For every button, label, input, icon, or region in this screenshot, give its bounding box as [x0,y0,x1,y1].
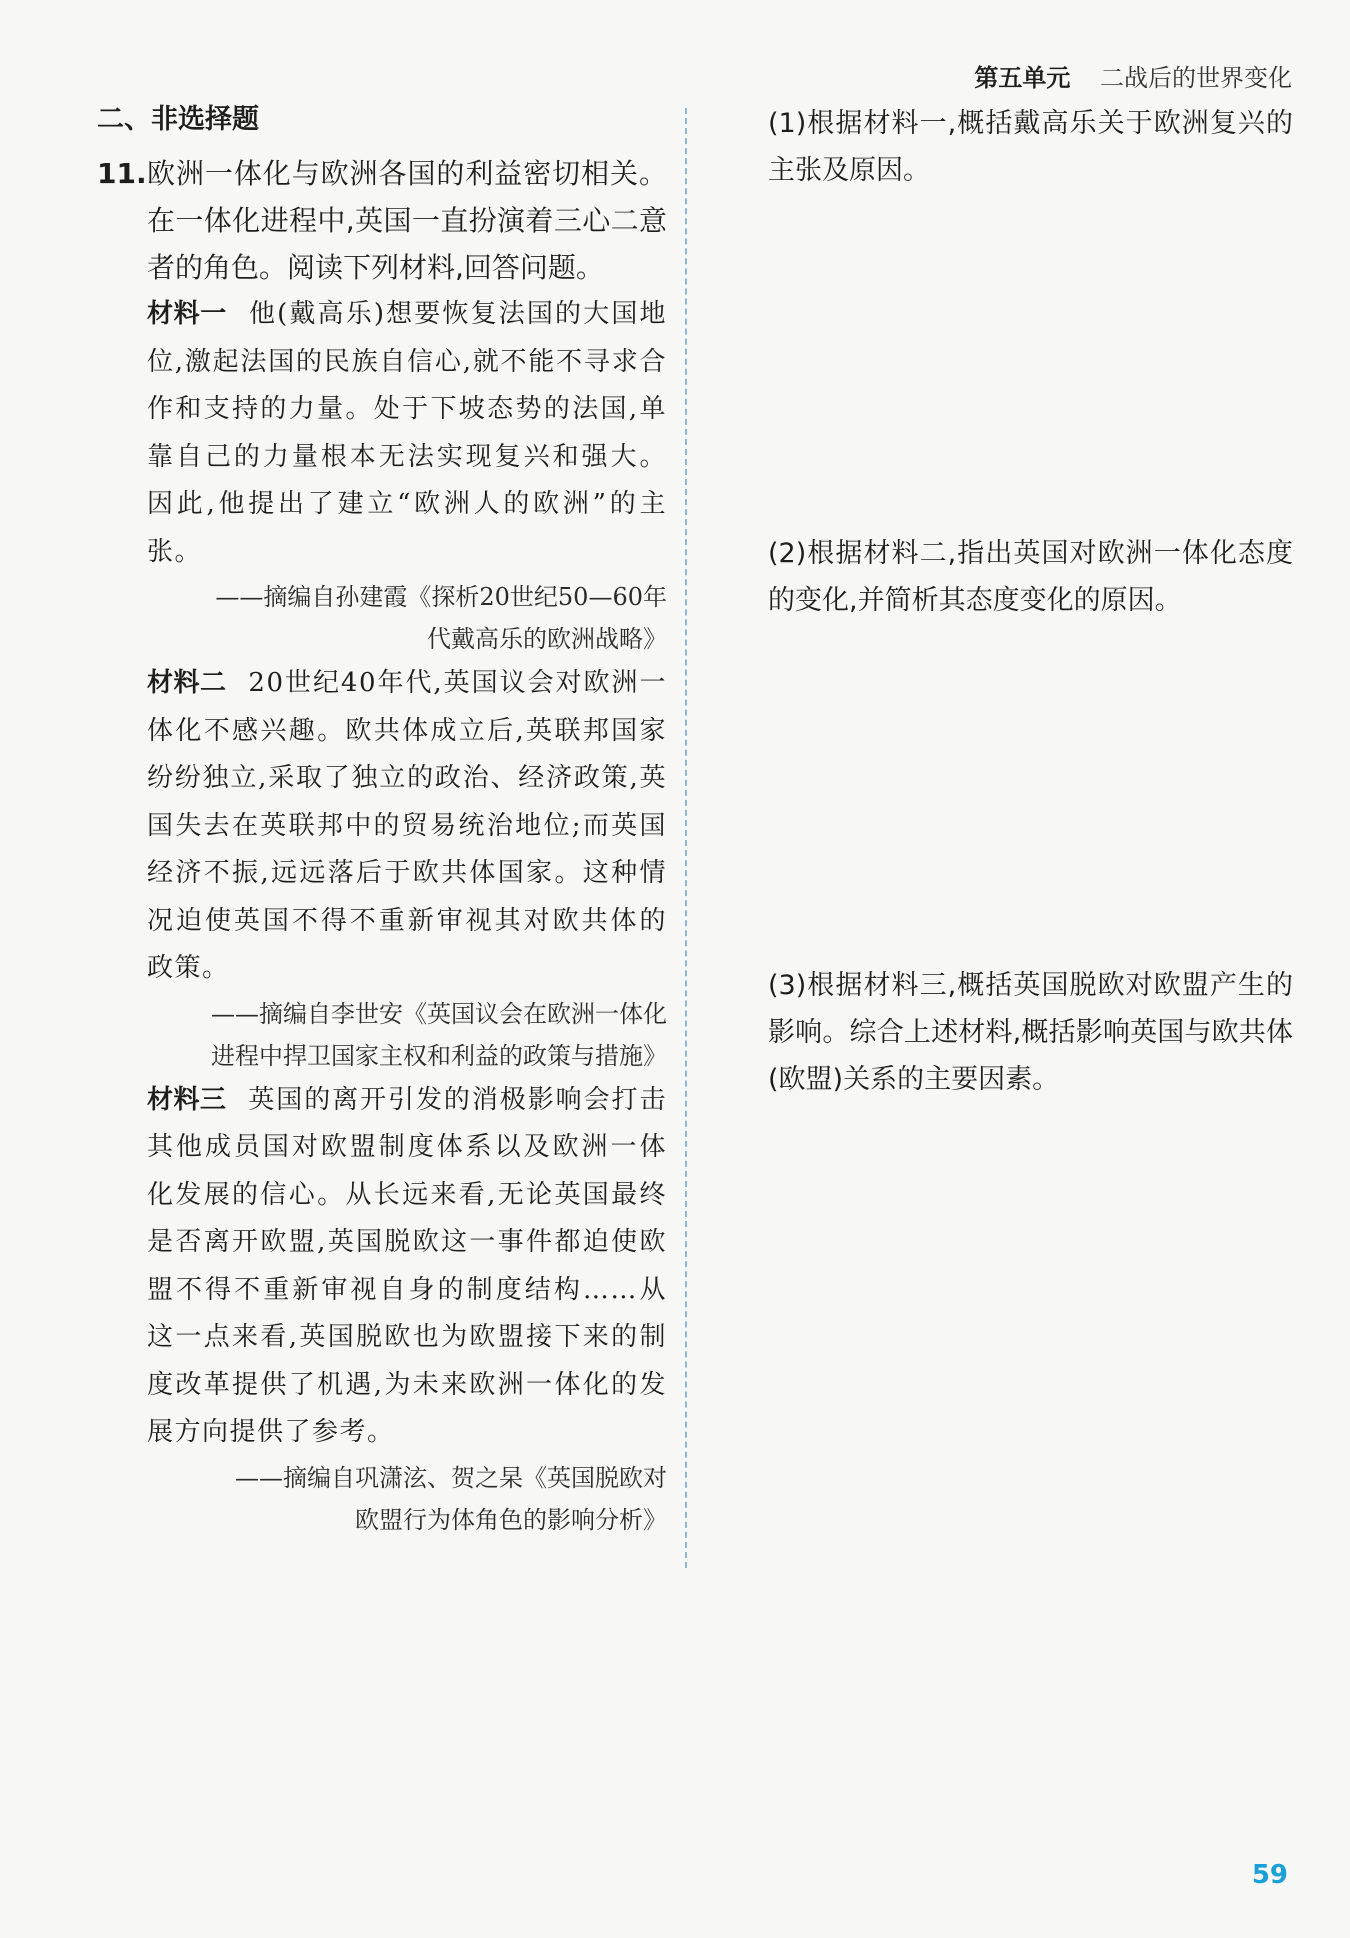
material-text: 20世纪40年代,英国议会对欧洲一体化不感兴趣。欧共体成立后,英联邦国家纷纷独立,采取了独立的政治、经济政策,英国失去在英联邦中的贸易统治地位;而英国经济不振,远远落后于欧共体国家。这种情况迫使英国不得不重新审视其对欧共体的政策。 [147,668,667,983]
material-3 [147,1077,667,1457]
question-stem [97,150,667,291]
source-line: 进程中捍卫国家主权和利益的政策与措施》 [211,1041,667,1070]
unit-topic: 二战后的世界变化 [1100,64,1292,92]
source-line: 代戴高乐的欧洲战略》 [427,625,667,653]
material-3-source [147,1457,667,1541]
source-line: ——摘编自巩潇泫、贺之杲《英国脱欧对 [235,1463,667,1492]
material-text: 英国的离开引发的消极影响会打击其他成员国对欧盟制度体系以及欧洲一体化发展的信心。从长远来看,无论英国最终是否离开欧盟,英国脱欧这一事件都迫使欧盟不得不重新审视自身的制度结构……从这一点来看,英国脱欧也为欧盟接下来的制度改革提供了机遇,为未来欧洲一体化的发展方向提供了参考。 [147,1084,667,1447]
question-number: 11. [97,157,147,190]
left-column [97,100,667,1541]
source-line: ——摘编自李世安《英国议会在欧洲一体化 [211,999,667,1028]
source-line: 欧盟行为体角色的影响分析》 [355,1505,667,1534]
page-number: 59 [1251,1860,1288,1890]
section-title: 二、非选择题 [97,104,259,135]
material-1-source [147,576,667,660]
unit-label: 第五单元 [974,64,1071,92]
subquestion-3: (3)根据材料三,概括英国脱欧对欧盟产生的影响。综合上述材料,概括影响英国与欧共体(欧盟)关系的主要因素。 [768,970,1293,1095]
material-label: 材料一 [147,299,227,329]
question-text: 欧洲一体化与欧洲各国的利益密切相关。在一体化进程中,英国一直扮演着三心二意者的角色。阅读下列材料,回答问题。 [147,157,667,284]
material-2-source [147,993,667,1077]
material-2 [147,660,667,993]
material-text: 他(戴高乐)想要恢复法国的大国地位,激起法国的民族自信心,就不能不寻求合作和支持的力量。处于下坡态势的法国,单靠自己的力量根本无法实现复兴和强大。因此,他提出了建立“欧洲人的欧洲”的主张。 [147,299,667,567]
subquestion-1: (1)根据材料一,概括戴高乐关于欧洲复兴的主张及原因。 [768,108,1293,186]
page-header [974,58,1292,93]
subquestion-2: (2)根据材料二,指出英国对欧洲一体化态度的变化,并简析其态度变化的原因。 [768,538,1293,616]
material-1 [147,291,667,576]
material-label: 材料二 [147,668,227,698]
source-line: ——摘编自孙建霞《探析20世纪50—60年 [215,583,667,611]
column-divider [685,108,687,1568]
material-label: 材料三 [147,1084,227,1115]
